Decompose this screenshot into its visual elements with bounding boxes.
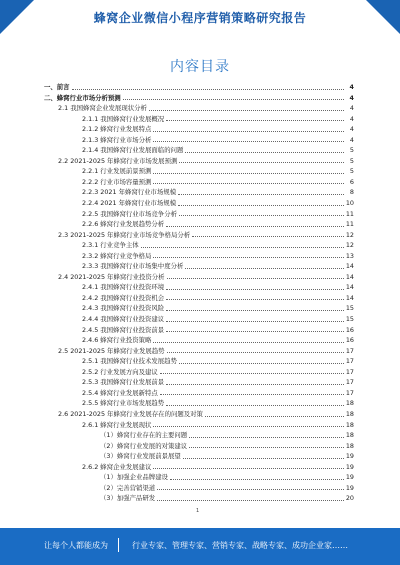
toc-entry-page: 4 <box>349 135 354 144</box>
toc-entry[interactable] <box>44 314 354 325</box>
toc-entry-label: （1）蜂窝行业存在的主要问题 <box>100 431 188 440</box>
toc-leader-dots <box>166 115 344 121</box>
toc-entry-page: 5 <box>349 167 354 176</box>
toc-entry[interactable] <box>44 251 354 262</box>
toc-leader-dots <box>185 147 344 153</box>
toc-entry-page: 18 <box>345 431 354 440</box>
toc-entry-label: 2.5.4 蜂窝行业发展新特点 <box>82 388 158 397</box>
toc-entry-label: 2.4.1 我国蜂窝行业投资环境 <box>82 283 165 292</box>
table-of-contents <box>44 82 354 504</box>
toc-entry-page: 17 <box>345 367 354 376</box>
toc-entry-page: 18 <box>345 409 354 418</box>
toc-entry-page: 17 <box>345 357 354 366</box>
toc-entry[interactable] <box>44 462 354 473</box>
toc-entry-label: 2.5.2 行业发展方向及建议 <box>82 367 158 376</box>
toc-entry[interactable] <box>44 187 354 198</box>
toc-leader-dots <box>189 432 344 438</box>
toc-leader-dots <box>157 495 344 501</box>
toc-leader-dots <box>153 337 343 343</box>
toc-leader-dots <box>153 126 344 132</box>
toc-leader-dots <box>160 368 344 374</box>
toc-entry-label: （1）加强企业品牌建设 <box>100 473 168 482</box>
toc-entry-page: 18 <box>345 420 354 429</box>
toc-entry[interactable] <box>44 472 354 483</box>
toc-entry-label: 2.3.2 蜂窝行业竞争格局 <box>82 251 152 260</box>
toc-entry-page: 4 <box>349 114 354 123</box>
toc-leader-dots <box>179 210 344 216</box>
toc-entry-page: 18 <box>345 399 354 408</box>
toc-entry[interactable] <box>44 135 354 146</box>
page-footer <box>0 528 400 565</box>
toc-entry[interactable] <box>44 388 354 399</box>
toc-leader-dots <box>178 189 344 195</box>
toc-leader-dots <box>153 178 344 184</box>
toc-entry-label: 2.2.5 我国蜂窝行业市场竞争分析 <box>82 209 177 218</box>
toc-leader-dots <box>167 347 344 353</box>
toc-heading: 内容目录 <box>170 59 230 75</box>
footer-divider <box>118 538 119 552</box>
toc-entry[interactable] <box>44 230 354 241</box>
toc-entry[interactable] <box>44 261 354 272</box>
toc-entry-label: 2.2.2 行业市场容量预测 <box>82 177 152 186</box>
toc-entry[interactable] <box>44 377 354 388</box>
toc-leader-dots <box>166 379 344 385</box>
toc-leader-dots <box>166 221 344 227</box>
toc-entry-page: 16 <box>345 336 354 345</box>
toc-entry[interactable] <box>44 177 354 188</box>
toc-leader-dots <box>166 284 344 290</box>
toc-entry-label: 2.4.5 我国蜂窝行业投资前景 <box>82 325 165 334</box>
toc-entry-page: 14 <box>345 262 354 271</box>
toc-leader-dots <box>166 400 344 406</box>
toc-entry[interactable] <box>44 240 354 251</box>
toc-entry-label: 2.1.1 我国蜂窝行业发展概况 <box>82 114 165 123</box>
toc-entry-page: 6 <box>349 177 354 186</box>
toc-entry-page: 20 <box>345 494 354 503</box>
footer-slogan-right: 行业专家、管理专家、营销专家、战略专家、成功企业家…… <box>132 541 348 550</box>
toc-entry-page: 5 <box>349 146 354 155</box>
toc-entry-label: 2.2.1 行业发展前景预测 <box>82 167 152 176</box>
toc-entry[interactable] <box>44 103 354 114</box>
toc-entry-page: 14 <box>345 293 354 302</box>
toc-entry-page: 17 <box>345 378 354 387</box>
toc-entry-label: 2.2.3 2021 年蜂窝行业市场规模 <box>82 188 177 197</box>
footer-slogan-left: 让每个人都能成为 <box>44 541 108 550</box>
toc-entry[interactable] <box>44 430 354 441</box>
toc-entry[interactable] <box>44 82 354 93</box>
toc-entry-page: 14 <box>345 283 354 292</box>
toc-entry[interactable] <box>44 483 354 494</box>
toc-leader-dots <box>157 484 344 490</box>
report-title: 蜂窝企业微信小程序营销策略研究报告 <box>93 11 307 25</box>
toc-entry-page: 17 <box>345 346 354 355</box>
toc-entry-page: 13 <box>345 251 354 260</box>
toc-leader-dots <box>205 411 344 417</box>
toc-entry-label: 2.1.2 蜂窝行业发展特点 <box>82 125 152 134</box>
toc-entry[interactable] <box>44 156 354 167</box>
toc-leader-dots <box>153 463 343 469</box>
toc-entry-label: 2.2.4 2021 年蜂窝行业市场规模 <box>82 199 177 208</box>
toc-entry-page: 4 <box>349 125 354 134</box>
toc-leader-dots <box>153 421 343 427</box>
toc-leader-dots <box>160 389 344 395</box>
toc-entry-page: 4 <box>349 104 354 113</box>
toc-leader-dots <box>167 273 344 279</box>
toc-entry[interactable] <box>44 398 354 409</box>
toc-leader-dots <box>72 84 344 90</box>
toc-leader-dots <box>170 474 344 480</box>
toc-entry-page: 12 <box>345 241 354 250</box>
toc-leader-dots <box>153 168 344 174</box>
toc-entry-label: 2.6 2021-2025 年蜂窝行业发展存在的问题及对策 <box>58 409 203 418</box>
toc-entry[interactable] <box>44 409 354 420</box>
toc-entry-label: 2.4.2 我国蜂窝行业投资机会 <box>82 293 165 302</box>
toc-entry-page: 14 <box>345 272 354 281</box>
toc-entry-label: （3）加强产品研发 <box>100 494 156 503</box>
toc-entry-label: 2.5.3 我国蜂窝行业发展前景 <box>82 378 165 387</box>
toc-leader-dots <box>189 442 344 448</box>
toc-entry[interactable] <box>44 293 354 304</box>
toc-entry-label: 2.3 2021-2025 年蜂窝行业市场竞争格局分析 <box>58 230 191 239</box>
toc-entry[interactable] <box>44 420 354 431</box>
toc-entry-label: 一、前言 <box>44 83 70 91</box>
toc-entry-page: 16 <box>345 325 354 334</box>
toc-entry-label: 2.6.2 蜂窝企业发展建议 <box>82 462 152 471</box>
toc-entry[interactable] <box>44 325 354 336</box>
toc-entry[interactable] <box>44 493 354 504</box>
toc-entry[interactable] <box>44 441 354 452</box>
toc-entry-page: 10 <box>345 199 354 208</box>
toc-entry[interactable] <box>44 166 354 177</box>
toc-entry[interactable] <box>44 356 354 367</box>
toc-entry-label: 2.5.5 蜂窝行业市场发展趋势 <box>82 399 165 408</box>
toc-leader-dots <box>166 294 344 300</box>
toc-entry[interactable] <box>44 451 354 462</box>
toc-leader-dots <box>183 453 344 459</box>
toc-entry-label: 2.2 2021-2025 年蜂窝行业市场发展预测 <box>58 156 178 165</box>
toc-entry-label: 2.4 2021-2025 年蜂窝行业投资分析 <box>58 272 165 281</box>
toc-entry-label: 2.2.6 蜂窝行业发展趋势分析 <box>82 220 165 229</box>
toc-entry-label: 2.4.4 我国蜂窝行业投资建议 <box>82 315 165 324</box>
toc-entry-label: （2）蜂窝行业发展的对策建议 <box>100 441 188 450</box>
toc-leader-dots <box>185 263 343 269</box>
toc-entry-label: 2.6.1 蜂窝行业发展现状 <box>82 420 152 429</box>
toc-entry[interactable] <box>44 114 354 125</box>
toc-entry[interactable] <box>44 198 354 209</box>
toc-entry-label: 2.5 2021-2025 年蜂窝行业发展趋势 <box>58 346 165 355</box>
toc-entry[interactable] <box>44 145 354 156</box>
toc-leader-dots <box>153 252 343 258</box>
toc-leader-dots <box>179 157 344 163</box>
toc-leader-dots <box>149 105 344 111</box>
toc-entry-label: 2.1.4 我国蜂窝行业发展面临的问题 <box>82 146 184 155</box>
toc-entry-page: 19 <box>345 452 354 461</box>
toc-entry-label: （2）完善营销渠道 <box>100 483 156 492</box>
toc-entry[interactable] <box>44 346 354 357</box>
toc-entry-page: 19 <box>345 462 354 471</box>
toc-entry-page: 15 <box>345 315 354 324</box>
toc-entry-page: 5 <box>349 156 354 165</box>
toc-entry[interactable] <box>44 272 354 283</box>
toc-entry-label: 二、蜂窝行业市场分析预测 <box>44 93 121 102</box>
page-number: 1 <box>196 508 200 514</box>
toc-entry-label: 2.4.3 我国蜂窝行业投资风险 <box>82 304 165 313</box>
toc-entry[interactable] <box>44 367 354 378</box>
toc-entry[interactable] <box>44 303 354 314</box>
toc-entry-page: 11 <box>345 209 354 218</box>
toc-entry-label: 2.3.1 行业竞争主体 <box>82 241 139 250</box>
toc-entry-label: 2.1 我国蜂窝企业发展现状分析 <box>58 104 147 113</box>
toc-leader-dots <box>166 305 344 311</box>
toc-leader-dots <box>141 242 344 248</box>
toc-entry-page: 19 <box>345 473 354 482</box>
toc-entry-page: 15 <box>345 304 354 313</box>
toc-entry-page: 17 <box>345 388 354 397</box>
toc-leader-dots <box>192 231 344 237</box>
toc-entry-page: 12 <box>345 230 354 239</box>
toc-entry[interactable] <box>44 335 354 346</box>
toc-entry[interactable] <box>44 282 354 293</box>
toc-entry-label: 2.4.6 蜂窝行业投资策略 <box>82 336 152 345</box>
toc-entry[interactable] <box>44 124 354 135</box>
toc-leader-dots <box>166 316 344 322</box>
toc-entry[interactable] <box>44 209 354 220</box>
toc-entry[interactable] <box>44 219 354 230</box>
toc-entry-label: 2.3.3 我国蜂窝行业市场集中度分析 <box>82 262 184 271</box>
toc-entry-label: 2.5.1 我国蜂窝行业技术发展趋势 <box>82 357 177 366</box>
toc-entry-page: 11 <box>345 220 354 229</box>
toc-entry-page: 8 <box>349 188 354 197</box>
toc-entry-page: 4 <box>349 83 354 91</box>
toc-entry-label: （3）蜂窝行业发展前景展望 <box>100 452 181 461</box>
toc-leader-dots <box>166 326 344 332</box>
toc-leader-dots <box>179 358 344 364</box>
toc-entry-page: 4 <box>349 93 354 102</box>
toc-entry-label: 2.1.3 蜂窝行业市场分析 <box>82 135 152 144</box>
toc-entry-page: 19 <box>345 483 354 492</box>
toc-entry-page: 18 <box>345 441 354 450</box>
toc-leader-dots <box>178 200 344 206</box>
toc-leader-dots <box>153 136 344 142</box>
toc-entry[interactable] <box>44 93 354 104</box>
toc-leader-dots <box>123 94 344 100</box>
page-header <box>0 0 400 34</box>
